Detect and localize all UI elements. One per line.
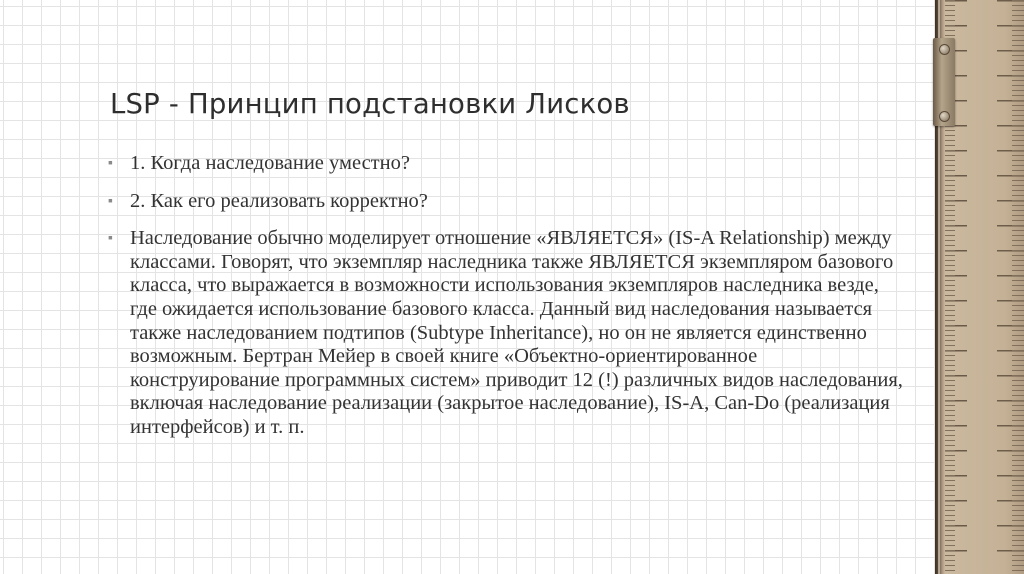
bullet-text-3: Наследование обычно моделирует отношение «ЯВЛЯЕТСЯ» (IS-A Relationship) между классами. Говорят, что экземпляр наследника также ЯВЛЯЕТСЯ экземпляром базового класса, что выражается в возможности использования экземпляров наследника везде, где ожидается использование базового класса. Данный вид наследования называется также наследованием подтипов (Subtype Inheritance), но он не является единственно возможным. Бертран Мейер в своей книге «Объектно-ориентированное конструирование программных систем» приводит 12 (!) различных видов наследования, включая наследование реализации (закрытое наследование), IS-A, Can-Do (реализация интерфейсов) и т. п.: [130, 227, 903, 438]
screw-icon: [939, 111, 950, 122]
bullet-item-3: [108, 227, 908, 439]
bullet-item-1: [108, 152, 908, 176]
slide-title: LSP - Принцип подстановки Лисков: [110, 88, 630, 120]
bullet-text-2: 2. Как его реализовать корректно?: [130, 189, 428, 212]
bullet-square-icon: ▪: [108, 193, 113, 209]
screw-icon: [939, 44, 950, 55]
ruler-clip-icon: [933, 38, 955, 126]
bullet-item-2: [108, 190, 908, 214]
bullet-square-icon: ▪: [108, 231, 113, 247]
bullet-text-1: 1. Когда наследование уместно?: [130, 152, 410, 174]
bullet-square-icon: ▪: [108, 156, 113, 171]
bullet-list: [108, 152, 908, 440]
ruler-ticks-right: [997, 0, 1024, 574]
